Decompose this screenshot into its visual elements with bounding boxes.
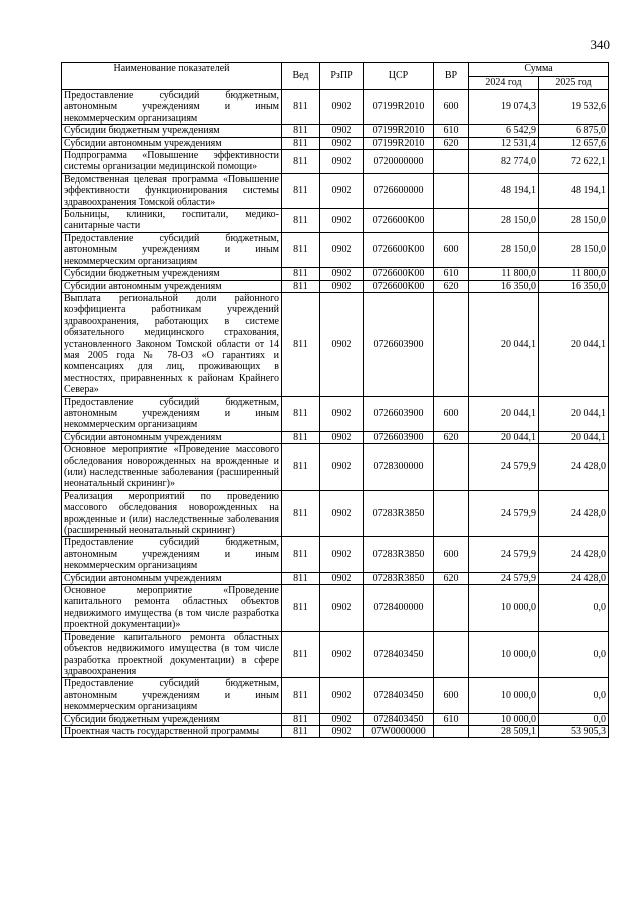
row-vr	[434, 725, 469, 737]
row-ved: 811	[282, 173, 320, 208]
table-row	[62, 444, 609, 491]
row-sum-2025: 20 044,1	[539, 431, 609, 443]
row-name: Предоставление субсидий бюджетным, автономным учреждениям и иным некоммерческим организациям	[62, 396, 282, 431]
row-rzpr: 0902	[320, 537, 364, 572]
row-sum-2025: 20 044,1	[539, 292, 609, 396]
header-name: Наименование показателей	[62, 63, 282, 90]
row-csr: 0726600000	[364, 173, 434, 208]
row-sum-2025: 20 044,1	[539, 396, 609, 431]
row-csr: 0728403450	[364, 678, 434, 713]
row-rzpr: 0902	[320, 268, 364, 280]
row-sum-2024: 10 000,0	[469, 678, 539, 713]
row-rzpr: 0902	[320, 232, 364, 267]
row-sum-2025: 24 428,0	[539, 537, 609, 572]
row-name: Субсидии бюджетным учреждениям	[62, 125, 282, 137]
table-header	[62, 63, 609, 90]
row-csr: 0726600К00	[364, 209, 434, 233]
row-vr: 620	[434, 137, 469, 149]
row-ved: 811	[282, 725, 320, 737]
row-sum-2025: 0,0	[539, 585, 609, 632]
budget-table	[61, 62, 609, 738]
row-vr: 600	[434, 90, 469, 125]
row-rzpr: 0902	[320, 396, 364, 431]
row-sum-2025: 0,0	[539, 678, 609, 713]
table-row	[62, 431, 609, 443]
row-vr: 620	[434, 572, 469, 584]
row-ved: 811	[282, 444, 320, 491]
row-vr	[434, 173, 469, 208]
row-csr: 0728300000	[364, 444, 434, 491]
row-sum-2024: 28 509,1	[469, 725, 539, 737]
row-vr: 610	[434, 125, 469, 137]
row-ved: 811	[282, 90, 320, 125]
table-row	[62, 150, 609, 174]
row-ved: 811	[282, 268, 320, 280]
row-sum-2025: 0,0	[539, 713, 609, 725]
table-row	[62, 90, 609, 125]
row-ved: 811	[282, 713, 320, 725]
row-vr	[434, 292, 469, 396]
row-rzpr: 0902	[320, 173, 364, 208]
row-sum-2025: 6 875,0	[539, 125, 609, 137]
table-row	[62, 125, 609, 137]
row-name: Основное мероприятие «Проведение массового обследования новорожденных на врожденные и (или) наследственные заболевания (расширенный неонатальный скрининг)»	[62, 444, 282, 491]
row-csr: 0726603900	[364, 396, 434, 431]
row-vr: 620	[434, 280, 469, 292]
row-vr: 600	[434, 396, 469, 431]
row-name: Выплата региональной доли районного коэффициента работникам учреждений здравоохранения, работающих в системе обязательного медицинского страхования, установленного Законом Томской области от 14 мая 2005 года № 78-ОЗ «О гарантиях и компенсациях для лиц, проживающих в местностях, приравненных к районам Крайнего Севера»	[62, 292, 282, 396]
row-ved: 811	[282, 137, 320, 149]
table-row	[62, 490, 609, 537]
row-vr	[434, 631, 469, 678]
row-sum-2024: 28 150,0	[469, 209, 539, 233]
row-vr: 610	[434, 268, 469, 280]
row-ved: 811	[282, 572, 320, 584]
row-name: Предоставление субсидий бюджетным, автономным учреждениям и иным некоммерческим организациям	[62, 90, 282, 125]
row-csr: 0726600К00	[364, 280, 434, 292]
row-csr: 0726600К00	[364, 232, 434, 267]
row-vr	[434, 444, 469, 491]
row-sum-2024: 10 000,0	[469, 585, 539, 632]
row-name: Основное мероприятие «Проведение капитального ремонта областных объектов недвижимого имущества (в том числе разработка проектной документации)»	[62, 585, 282, 632]
page-number: 340	[590, 37, 610, 52]
row-rzpr: 0902	[320, 280, 364, 292]
row-ved: 811	[282, 678, 320, 713]
row-rzpr: 0902	[320, 678, 364, 713]
table-row	[62, 209, 609, 233]
row-csr: 0726603900	[364, 431, 434, 443]
row-csr: 0728400000	[364, 585, 434, 632]
row-ved: 811	[282, 431, 320, 443]
row-sum-2025: 24 428,0	[539, 490, 609, 537]
row-name: Субсидии бюджетным учреждениям	[62, 268, 282, 280]
row-sum-2024: 24 579,9	[469, 490, 539, 537]
row-ved: 811	[282, 209, 320, 233]
row-csr: 0728403450	[364, 631, 434, 678]
row-ved: 811	[282, 396, 320, 431]
table-row	[62, 678, 609, 713]
row-csr: 07199R2010	[364, 90, 434, 125]
row-name: Предоставление субсидий бюджетным, автономным учреждениям и иным некоммерческим организациям	[62, 678, 282, 713]
header-sum: Сумма	[469, 63, 609, 77]
table-body	[62, 90, 609, 738]
row-ved: 811	[282, 631, 320, 678]
row-vr	[434, 150, 469, 174]
row-sum-2025: 24 428,0	[539, 444, 609, 491]
row-sum-2024: 24 579,9	[469, 572, 539, 584]
row-csr: 07199R2010	[364, 125, 434, 137]
row-rzpr: 0902	[320, 725, 364, 737]
row-vr	[434, 209, 469, 233]
row-name: Больницы, клиники, госпитали, медико-санитарные части	[62, 209, 282, 233]
row-sum-2025: 12 657,6	[539, 137, 609, 149]
row-sum-2024: 16 350,0	[469, 280, 539, 292]
row-ved: 811	[282, 232, 320, 267]
header-rzpr: РзПР	[320, 63, 364, 90]
row-sum-2025: 19 532,6	[539, 90, 609, 125]
table-row	[62, 396, 609, 431]
row-vr	[434, 490, 469, 537]
row-sum-2024: 19 074,3	[469, 90, 539, 125]
row-sum-2024: 10 000,0	[469, 631, 539, 678]
row-ved: 811	[282, 292, 320, 396]
row-rzpr: 0902	[320, 137, 364, 149]
row-vr	[434, 585, 469, 632]
row-sum-2024: 20 044,1	[469, 292, 539, 396]
row-sum-2025: 72 622,1	[539, 150, 609, 174]
row-sum-2024: 24 579,9	[469, 444, 539, 491]
row-rzpr: 0902	[320, 713, 364, 725]
row-name: Субсидии автономным учреждениям	[62, 572, 282, 584]
row-sum-2024: 24 579,9	[469, 537, 539, 572]
table-row	[62, 725, 609, 737]
row-sum-2025: 16 350,0	[539, 280, 609, 292]
row-vr: 600	[434, 678, 469, 713]
row-name: Субсидии автономным учреждениям	[62, 431, 282, 443]
row-sum-2024: 10 000,0	[469, 713, 539, 725]
row-name: Предоставление субсидий бюджетным, автономным учреждениям и иным некоммерческим организациям	[62, 232, 282, 267]
row-rzpr: 0902	[320, 125, 364, 137]
row-ved: 811	[282, 585, 320, 632]
row-sum-2025: 53 905,3	[539, 725, 609, 737]
row-vr: 620	[434, 431, 469, 443]
row-vr: 600	[434, 537, 469, 572]
row-csr: 0726600К00	[364, 268, 434, 280]
row-sum-2024: 12 531,4	[469, 137, 539, 149]
row-sum-2025: 28 150,0	[539, 209, 609, 233]
row-name: Предоставление субсидий бюджетным, автономным учреждениям и иным некоммерческим организациям	[62, 537, 282, 572]
table-row	[62, 585, 609, 632]
row-sum-2024: 28 150,0	[469, 232, 539, 267]
row-sum-2024: 11 800,0	[469, 268, 539, 280]
row-name: Субсидии бюджетным учреждениям	[62, 713, 282, 725]
row-sum-2024: 20 044,1	[469, 396, 539, 431]
header-csr: ЦСР	[364, 63, 434, 90]
row-name: Ведомственная целевая программа «Повышение эффективности функционирования системы здравоохранения Томской области»	[62, 173, 282, 208]
row-sum-2024: 48 194,1	[469, 173, 539, 208]
header-ved: Вед	[282, 63, 320, 90]
row-vr: 610	[434, 713, 469, 725]
row-sum-2024: 82 774,0	[469, 150, 539, 174]
row-rzpr: 0902	[320, 292, 364, 396]
row-sum-2024: 6 542,9	[469, 125, 539, 137]
row-sum-2025: 28 150,0	[539, 232, 609, 267]
row-ved: 811	[282, 280, 320, 292]
table-row	[62, 292, 609, 396]
row-vr: 600	[434, 232, 469, 267]
table-row	[62, 173, 609, 208]
table-row	[62, 537, 609, 572]
table-row	[62, 232, 609, 267]
row-csr: 07199R2010	[364, 137, 434, 149]
row-name: Подпрограмма «Повышение эффективности системы организации медицинской помощи»	[62, 150, 282, 174]
row-rzpr: 0902	[320, 572, 364, 584]
table-row	[62, 137, 609, 149]
row-csr: 07283R3850	[364, 537, 434, 572]
row-rzpr: 0902	[320, 490, 364, 537]
row-sum-2025: 24 428,0	[539, 572, 609, 584]
row-ved: 811	[282, 537, 320, 572]
table-row	[62, 280, 609, 292]
row-name: Реализация мероприятий по проведению массового обследования новорожденных на врожденные и (или) наследственные заболевания (расширенный неонатальный скрининг)	[62, 490, 282, 537]
row-sum-2024: 20 044,1	[469, 431, 539, 443]
table-row	[62, 268, 609, 280]
row-rzpr: 0902	[320, 150, 364, 174]
row-sum-2025: 0,0	[539, 631, 609, 678]
header-vr: ВР	[434, 63, 469, 90]
row-csr: 0720000000	[364, 150, 434, 174]
header-year-2024: 2024 год	[469, 77, 539, 90]
table-row	[62, 572, 609, 584]
table-row	[62, 631, 609, 678]
table-row	[62, 713, 609, 725]
row-ved: 811	[282, 490, 320, 537]
row-name: Субсидии автономным учреждениям	[62, 137, 282, 149]
header-year-2025: 2025 год	[539, 77, 609, 90]
row-name: Проведение капитального ремонта областных объектов недвижимого имущества (в том числе разработка проектной документации) в сфере здравоохранения	[62, 631, 282, 678]
row-csr: 0726603900	[364, 292, 434, 396]
row-rzpr: 0902	[320, 431, 364, 443]
row-rzpr: 0902	[320, 209, 364, 233]
row-csr: 07283R3850	[364, 490, 434, 537]
row-csr: 0728403450	[364, 713, 434, 725]
row-name: Проектная часть государственной программы	[62, 725, 282, 737]
row-rzpr: 0902	[320, 631, 364, 678]
row-rzpr: 0902	[320, 444, 364, 491]
row-csr: 07W0000000	[364, 725, 434, 737]
row-sum-2025: 48 194,1	[539, 173, 609, 208]
row-rzpr: 0902	[320, 90, 364, 125]
row-csr: 07283R3850	[364, 572, 434, 584]
row-name: Субсидии автономным учреждениям	[62, 280, 282, 292]
row-sum-2025: 11 800,0	[539, 268, 609, 280]
row-ved: 811	[282, 125, 320, 137]
row-ved: 811	[282, 150, 320, 174]
row-rzpr: 0902	[320, 585, 364, 632]
